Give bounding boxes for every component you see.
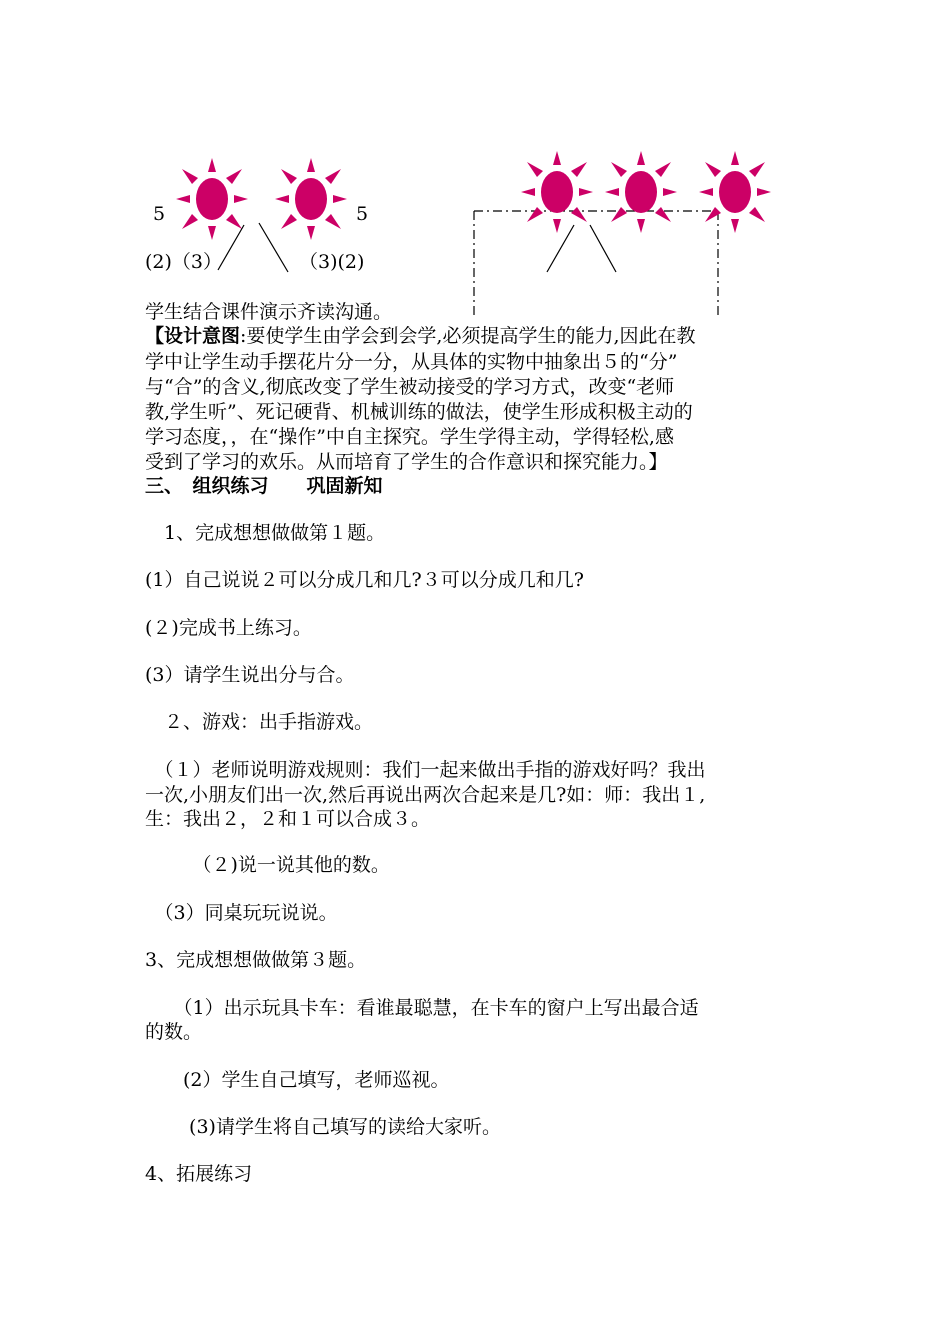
sun-icon-right-3 xyxy=(699,151,771,233)
design-intent-line-1: 【设计意图:要使学生由学会到会学,必须提高学生的能力,因此在教 xyxy=(145,325,696,347)
sun-icon-right-2 xyxy=(605,151,677,233)
design-intent-line-5: 学习态度，，在“操作”中自主探究。学生学得主动，学得轻松,感 xyxy=(145,426,674,448)
right-number: 5 xyxy=(356,203,369,225)
flower-diagram xyxy=(0,0,950,330)
item-1-1: (1）自己说说２可以分成几和几?３可以分成几和几? xyxy=(145,569,584,591)
left-parts: (2)（3） xyxy=(145,251,223,273)
item-2-1-line-3: 生：我出２，２和１可以合成３。 xyxy=(145,808,431,830)
sun-icon-left-1 xyxy=(176,158,248,240)
design-intent-line-2: 学中让学生动手摆花片分一分，从具体的实物中抽象出５的“分” xyxy=(145,351,678,373)
paragraph-intro: 学生结合课件演示齐读沟通。 xyxy=(145,301,393,323)
item-2-1-line-1: （１）老师说明游戏规则：我们一起来做出手指的游戏好吗？我出 xyxy=(145,759,706,781)
item-4: 4、拓展练习 xyxy=(145,1163,253,1185)
item-3: 3、完成想想做做第３题。 xyxy=(145,949,367,971)
item-1-3: (3）请学生说出分与合。 xyxy=(145,664,355,686)
item-3-2: (2）学生自己填写，老师巡视。 xyxy=(145,1069,450,1091)
section-heading: 三、 组织练习 巩固新知 xyxy=(145,475,383,497)
left-number: 5 xyxy=(153,203,166,225)
design-intent-line-3: 与“合”的含义,彻底改变了学生被动接受的学习方式，改变“老师 xyxy=(145,376,675,398)
item-2-1-line-2: 一次,小朋友们出一次,然后再说出两次合起来是几?如：师：我出１, xyxy=(145,784,706,806)
right-parts: （3)(2) xyxy=(299,251,365,273)
item-2-3: （3）同桌玩玩说说。 xyxy=(145,902,338,924)
item-1-2: (２)完成书上练习。 xyxy=(145,617,312,639)
item-2-2: （２)说一说其他的数。 xyxy=(145,854,390,876)
item-2: ２、游戏：出手指游戏。 xyxy=(145,711,374,733)
item-3-3: (3)请学生将自己填写的读给大家听。 xyxy=(145,1116,501,1138)
item-1: 1、完成想想做做第１题。 xyxy=(145,522,386,544)
sun-icon-right-1 xyxy=(521,151,593,233)
design-intent-line-4: 教,学生听”、死记硬背、机械训练的做法，使学生形成积极主动的 xyxy=(145,401,693,423)
design-intent-line-6: 受到了学习的欢乐。从而培育了学生的合作意识和探究能力。】 xyxy=(145,451,668,473)
sun-icon-left-2 xyxy=(275,158,347,240)
item-3-1-line-2: 的数。 xyxy=(145,1021,203,1043)
dash-dot-frame xyxy=(474,211,718,318)
item-3-1-line-1: （1）出示玩具卡车：看谁最聪慧，在卡车的窗户上写出最合适 xyxy=(145,997,699,1019)
design-intent-label: 【设计意图 xyxy=(145,325,241,347)
